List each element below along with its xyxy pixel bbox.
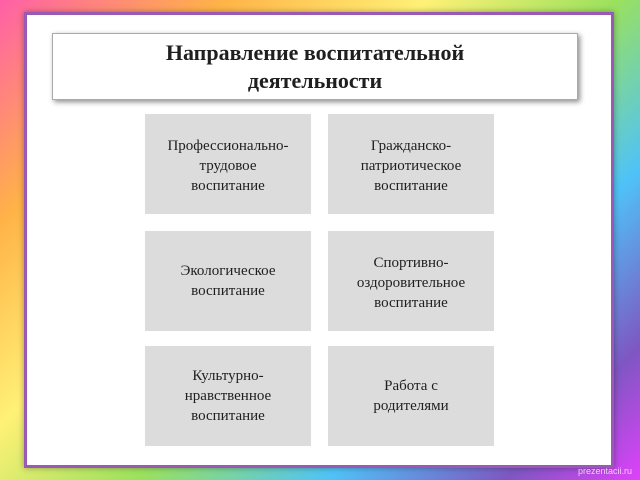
- direction-card-ecological: [145, 231, 311, 331]
- card-label: Экологическое воспитание: [180, 263, 276, 299]
- direction-card-sports-health: [328, 231, 494, 331]
- card-label: Профессионально- трудовое воспитание: [167, 138, 289, 194]
- slide-title: Направление воспитательной деятельности: [165, 39, 465, 93]
- card-label: Гражданско- патриотическое воспитание: [360, 138, 462, 194]
- direction-card-civic-patriotic: [328, 114, 494, 214]
- direction-card-professional-labor: [145, 114, 311, 214]
- title-box: [52, 33, 578, 100]
- direction-card-parents: [328, 346, 494, 446]
- card-label: Спортивно- оздоровительное воспитание: [356, 255, 466, 311]
- card-label: Культурно- нравственное воспитание: [184, 368, 272, 424]
- watermark: prezentacii.ru: [577, 466, 632, 476]
- direction-card-cultural-moral: [145, 346, 311, 446]
- card-label: Работа с родителями: [373, 378, 449, 414]
